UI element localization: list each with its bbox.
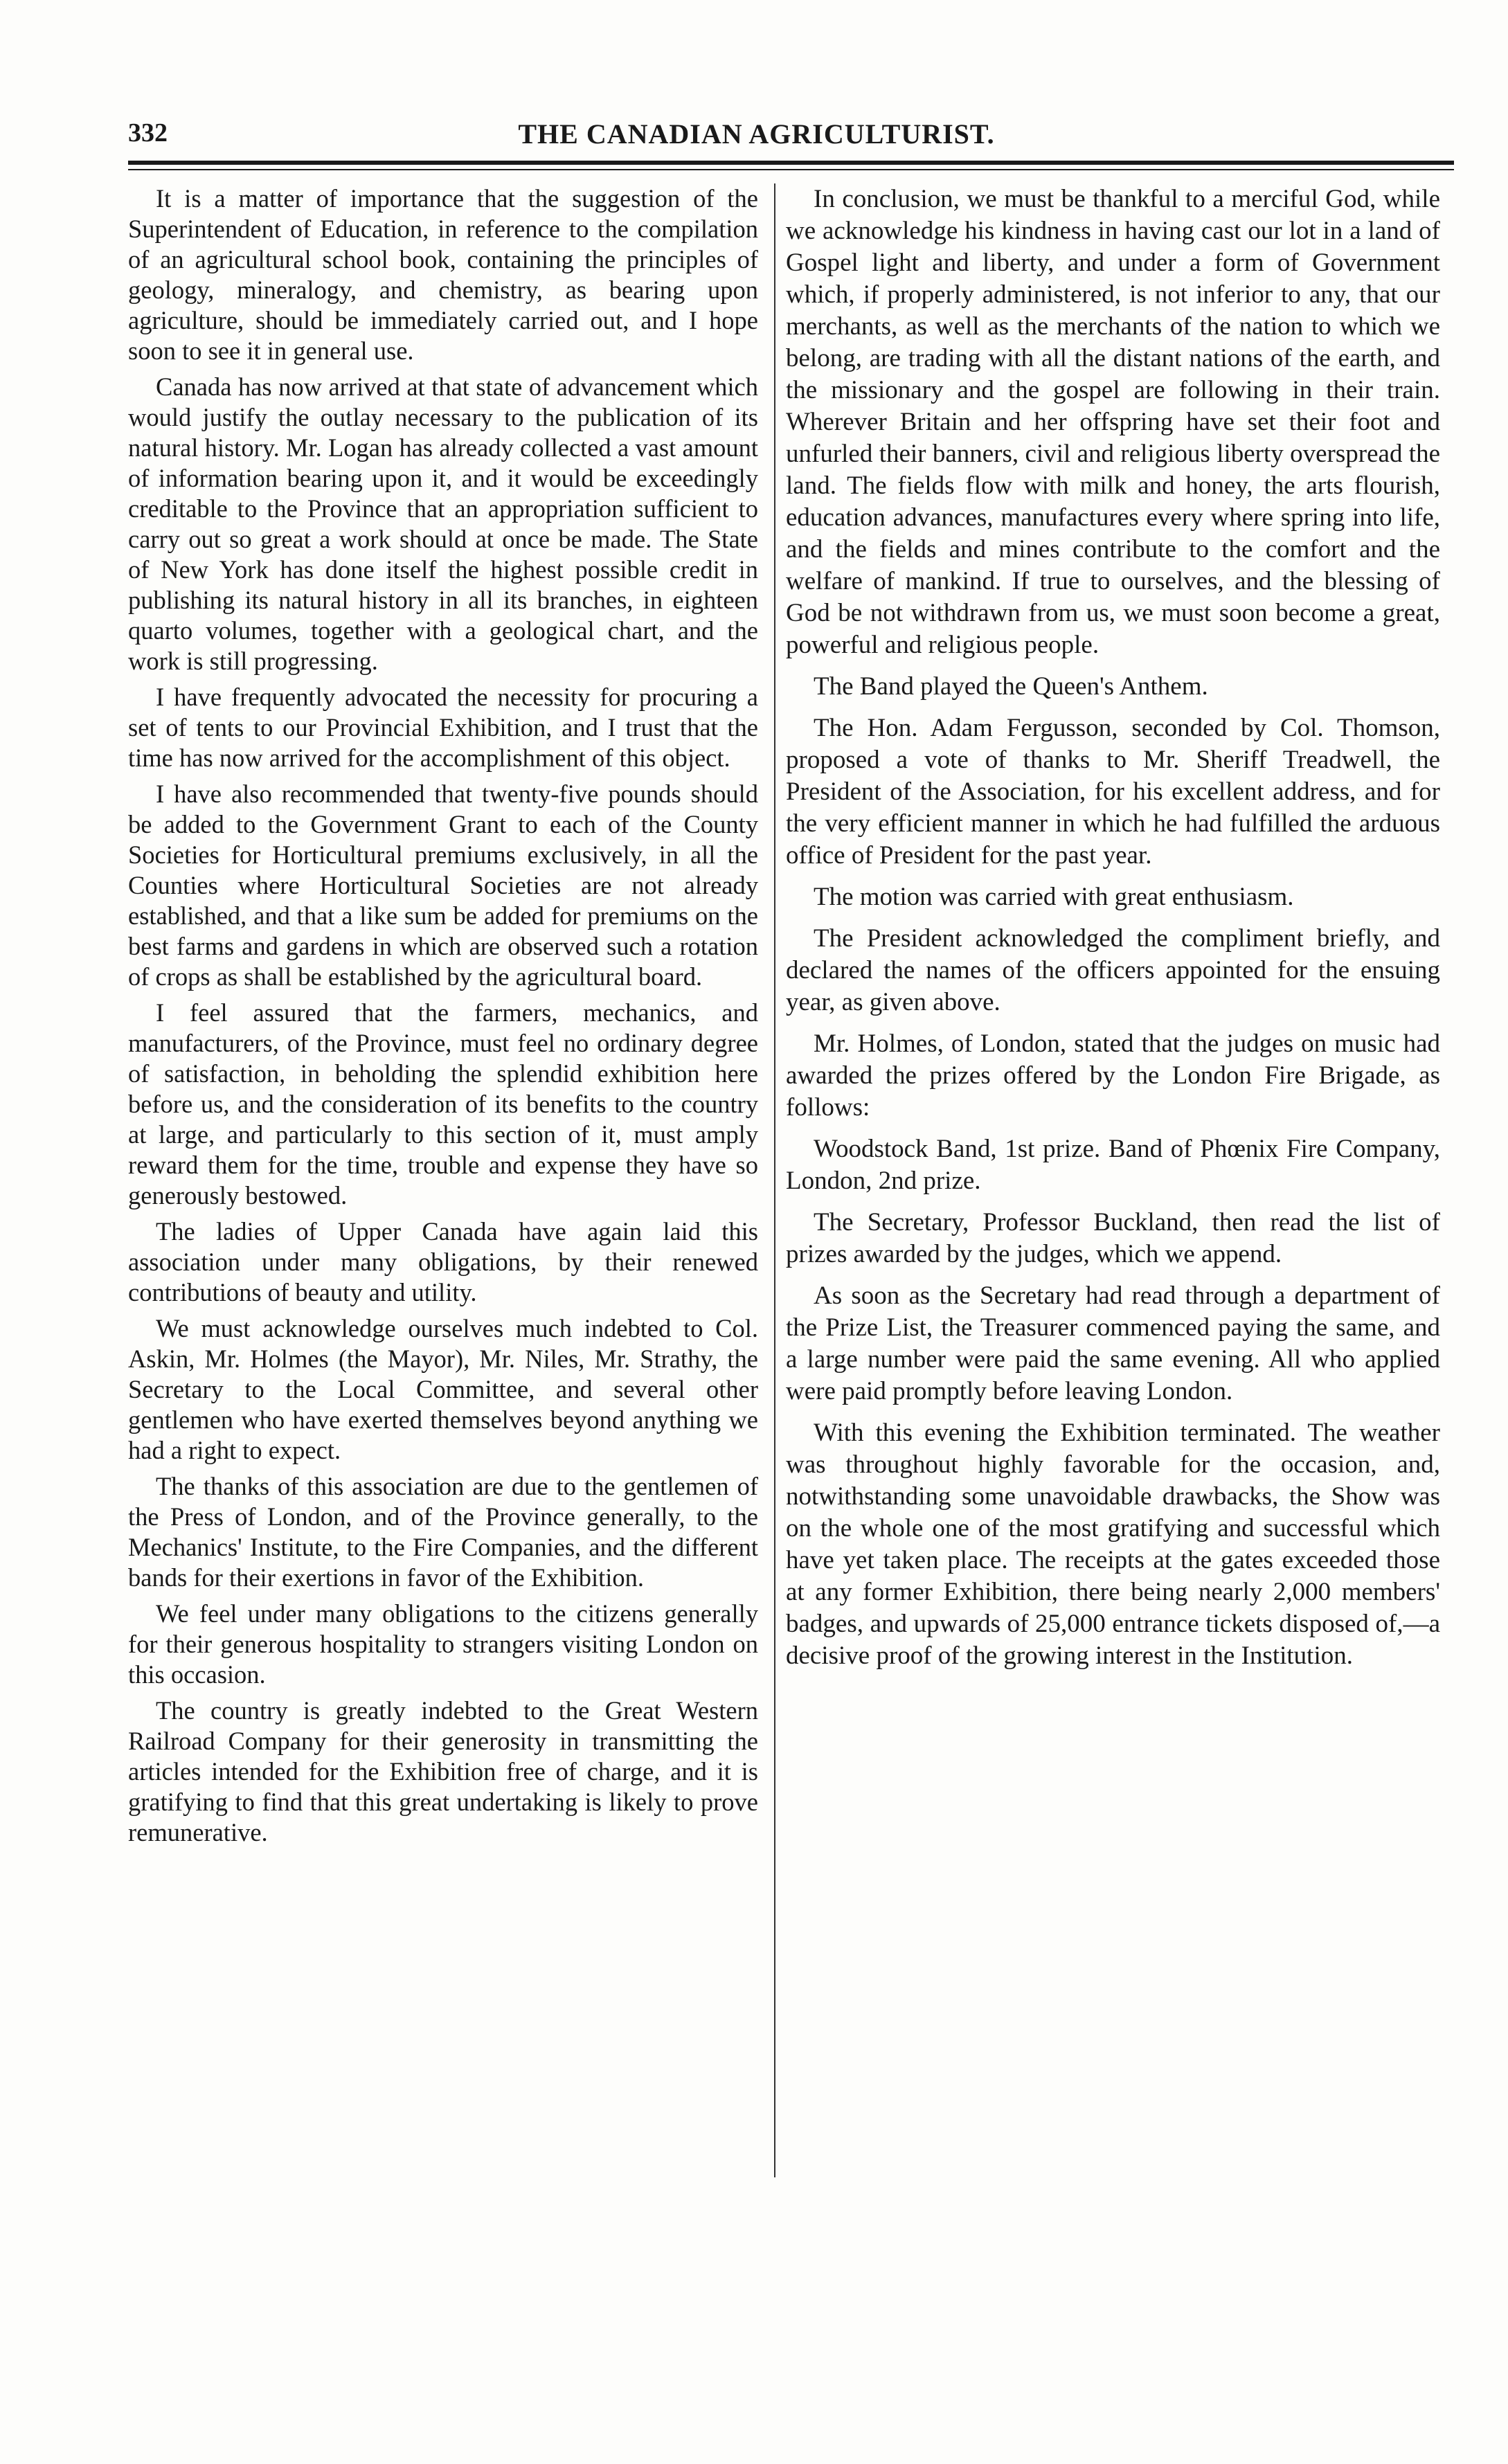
paragraph: In conclusion, we must be thankful to a merciful God, while we acknowledge his kindness in having cast our lot in a land of Gospel light and liberty, and under a form of Government which, if properly administered, is not inferior to any, that our merchants, as well as the merchants of the nation to which we belong, are trading with all the distant nations of the earth, and the missionary and the gospel are following in their train. Wherever Britain and her offspring have set their foot and unfurled their banners, civil and religious liberty overspread the land. The fields flow with milk and honey, the arts flourish, education advances, manufactures every where spring into life, and the fields and mines contribute to the comfort and the welfare of mankind. If true to ourselves, and the blessing of God be not withdrawn from us, we must soon become a great, powerful and religious people. <box>786 185 1440 659</box>
paragraph: I feel assured that the farmers, mechanics, and manufacturers, of the Province, must feel no ordinary degree of satisfaction, in beholding the splendid exhibition here before us, and the consideration of its benefits to the country at large, and particularly to this section of it, must amply reward them for the time, trouble and expense they have so generously bestowed. <box>128 998 758 1209</box>
paragraph: Mr. Holmes, of London, stated that the judges on music had awarded the prizes offered by the London Fire Brigade, as follows: <box>786 1029 1440 1122</box>
paragraph: The President acknowledged the compliment briefly, and declared the names of the officers appointed for the ensuing year, as given above. <box>786 924 1440 1016</box>
paragraph: The motion was carried with great enthusiasm. <box>814 883 1294 911</box>
header-rule-thick <box>128 161 1454 165</box>
paragraph: Woodstock Band, 1st prize. Band of Phœnix Fire Company, London, 2nd prize. <box>786 1135 1440 1195</box>
right-column <box>786 183 1440 1682</box>
paragraph: We feel under many obligations to the citizens generally for their generous hospitality to strangers visiting London on this occasion. <box>128 1599 758 1689</box>
paragraph: We must acknowledge ourselves much indebted to Col. Askin, Mr. Holmes (the Mayor), Mr. Niles, Mr. Strathy, the Secretary to the Local Committee, and several other gentlemen who have exerted themselves beyond anything we had a right to expect. <box>128 1314 758 1464</box>
column-divider <box>774 183 775 2177</box>
paragraph: The Hon. Adam Fergusson, seconded by Col. Thomson, proposed a vote of thanks to Mr. Sheriff Treadwell, the President of the Association, for his excellent address, and for the very efficient manner in which he had fulfilled the arduous office of President for the past year. <box>786 714 1440 870</box>
paragraph: The Secretary, Professor Buckland, then read the list of prizes awarded by the judges, which we append. <box>786 1208 1440 1268</box>
left-column <box>128 183 758 1853</box>
paragraph: With this evening the Exhibition terminated. The weather was throughout highly favorable for the occasion, and, notwithstanding some unavoidable drawbacks, the Show was on the whole one of the most gratifying and successful which have yet taken place. The receipts at the gates exceeded those at any former Exhibition, there being nearly 2,000 members' badges, and upwards of 25,000 entrance tickets disposed of,—a decisive proof of the growing interest in the Institution. <box>786 1419 1440 1670</box>
paragraph: The country is greatly indebted to the Great Western Railroad Company for their generosity in transmitting the articles intended for the Exhibition free of charge, and it is gratifying to find that this great undertaking is likely to prove remunerative. <box>128 1696 758 1846</box>
journal-title: THE CANADIAN AGRICULTURIST. <box>518 118 995 150</box>
paragraph: The Band played the Queen's Anthem. <box>814 672 1208 701</box>
page-number: 332 <box>128 118 168 147</box>
header-rule-thin <box>128 169 1454 170</box>
paragraph: As soon as the Secretary had read through a department of the Prize List, the Treasurer commenced paying the same, and a large number were paid the same evening. All who applied were paid promptly before leaving London. <box>786 1282 1440 1405</box>
paragraph: Canada has now arrived at that state of advancement which would justify the outlay necessary to the publication of its natural history. Mr. Logan has already collected a vast amount of information bearing upon it, and it would be exceedingly creditable to the Province that an appropriation sufficient to carry out so great a work should at once be made. The State of New York has done itself the highest possible credit in publishing its natural history in all its branches, in eighteen quarto volumes, together with a geological chart, and the work is still progressing. <box>128 372 758 675</box>
page-header <box>128 118 1385 166</box>
paragraph: The ladies of Upper Canada have again laid this association under many obligations, by their renewed contributions of beauty and utility. <box>128 1217 758 1306</box>
paragraph: The thanks of this association are due to the gentlemen of the Press of London, and of the Province generally, to the Mechanics' Institute, to the Fire Companies, and the different bands for their exertions in favor of the Exhibition. <box>128 1472 758 1592</box>
paragraph: I have frequently advocated the necessity for procuring a set of tents to our Provincial Exhibition, and I trust that the time has now arrived for the accomplishment of this object. <box>128 683 758 772</box>
paragraph: I have also recommended that twenty-five pounds should be added to the Government Grant to each of the County Societies for Horticultural premiums exclusively, in all the Counties where Horticultural Societies are not already established, and that a like sum be added for premiums on the best farms and gardens in which are observed such a rotation of crops as shall be established by the agricultural board. <box>128 780 758 991</box>
paragraph: It is a matter of importance that the suggestion of the Superintendent of Education, in reference to the compilation of an agricultural school book, containing the principles of geology, mineralogy, and chemistry, as bearing upon agriculture, should be immediately carried out, and I hope soon to see it in general use. <box>128 184 758 365</box>
